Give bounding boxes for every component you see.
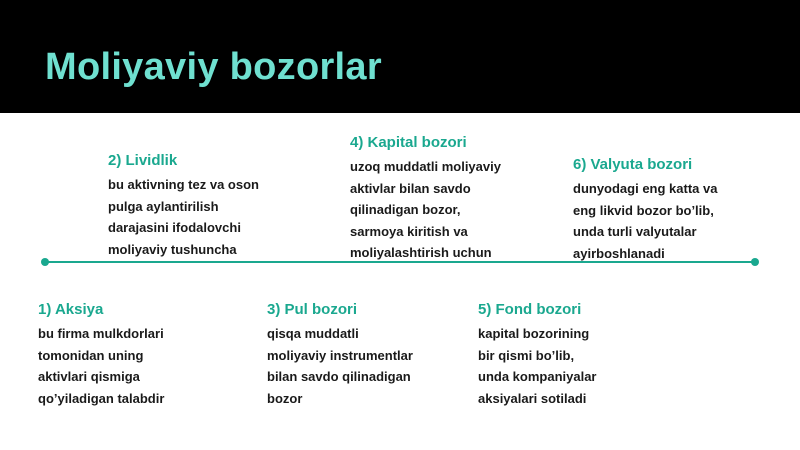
timeline-item-valyuta-bozori: [573, 155, 717, 264]
timeline-start-dot: [41, 258, 49, 266]
description-line: dunyodagi eng katta va: [573, 181, 718, 196]
description-line: darajasini ifodalovchi: [108, 220, 241, 235]
description-line: kapital bozorining: [478, 326, 590, 341]
item-description: [350, 156, 501, 264]
description-line: uzoq muddatli moliyaviy: [350, 159, 501, 174]
item-description: [267, 323, 413, 409]
timeline-item-fond-bozori: [478, 300, 596, 409]
description-line: bilan savdo qilinadigan: [267, 369, 411, 384]
description-line: aksiyalari sotiladi: [478, 390, 587, 406]
title-bar: [0, 0, 800, 113]
item-title: 4) Kapital bozori: [350, 134, 467, 151]
timeline-item-aksiya: [38, 300, 164, 409]
description-line: tomonidan uning: [38, 347, 144, 363]
description-line: unda kompaniyalar: [478, 369, 597, 384]
description-line: bu aktivning tez va oson: [108, 177, 259, 192]
timeline-item-kapital-bozori: [350, 133, 501, 264]
description-line: moliyaviy tushuncha: [108, 241, 237, 257]
item-description: [573, 178, 717, 264]
item-title: 5) Fond bozori: [478, 301, 582, 318]
description-line: bu firma mulkdorlari: [38, 326, 164, 341]
item-title: 6) Valyuta bozori: [573, 156, 693, 173]
item-description: [108, 174, 259, 260]
page-title: Moliyaviy bozorlar: [45, 46, 382, 88]
item-title: 3) Pul bozori: [267, 301, 357, 318]
description-line: pulga aylantirilish: [108, 198, 219, 214]
description-line: qisqa muddatli: [267, 326, 359, 341]
timeline-end-dot: [751, 258, 759, 266]
description-line: aktivlar bilan savdo: [350, 180, 471, 196]
description-line: sarmoya kiritish va: [350, 223, 468, 239]
description-line: ayirboshlanadi: [573, 245, 665, 261]
description-line: aktivlari qismiga: [38, 369, 140, 384]
item-description: [478, 323, 596, 409]
item-description: [38, 323, 164, 409]
timeline-item-pul-bozori: [267, 300, 413, 409]
description-line: moliyalashtirish uchun: [350, 245, 492, 260]
description-line: moliyaviy instrumentlar: [267, 347, 413, 363]
description-line: bozor: [267, 390, 303, 406]
description-line: bir qismi bo’lib,: [478, 347, 575, 363]
description-line: qilinadigan bozor,: [350, 202, 461, 217]
timeline-item-lividlik: [108, 151, 259, 260]
description-line: eng likvid bozor bo’lib,: [573, 202, 714, 218]
item-title: 1) Aksiya: [38, 301, 104, 318]
description-line: qo’yiladigan talabdir: [38, 390, 165, 406]
description-line: unda turli valyutalar: [573, 224, 697, 239]
item-title: 2) Lividlik: [108, 152, 178, 169]
